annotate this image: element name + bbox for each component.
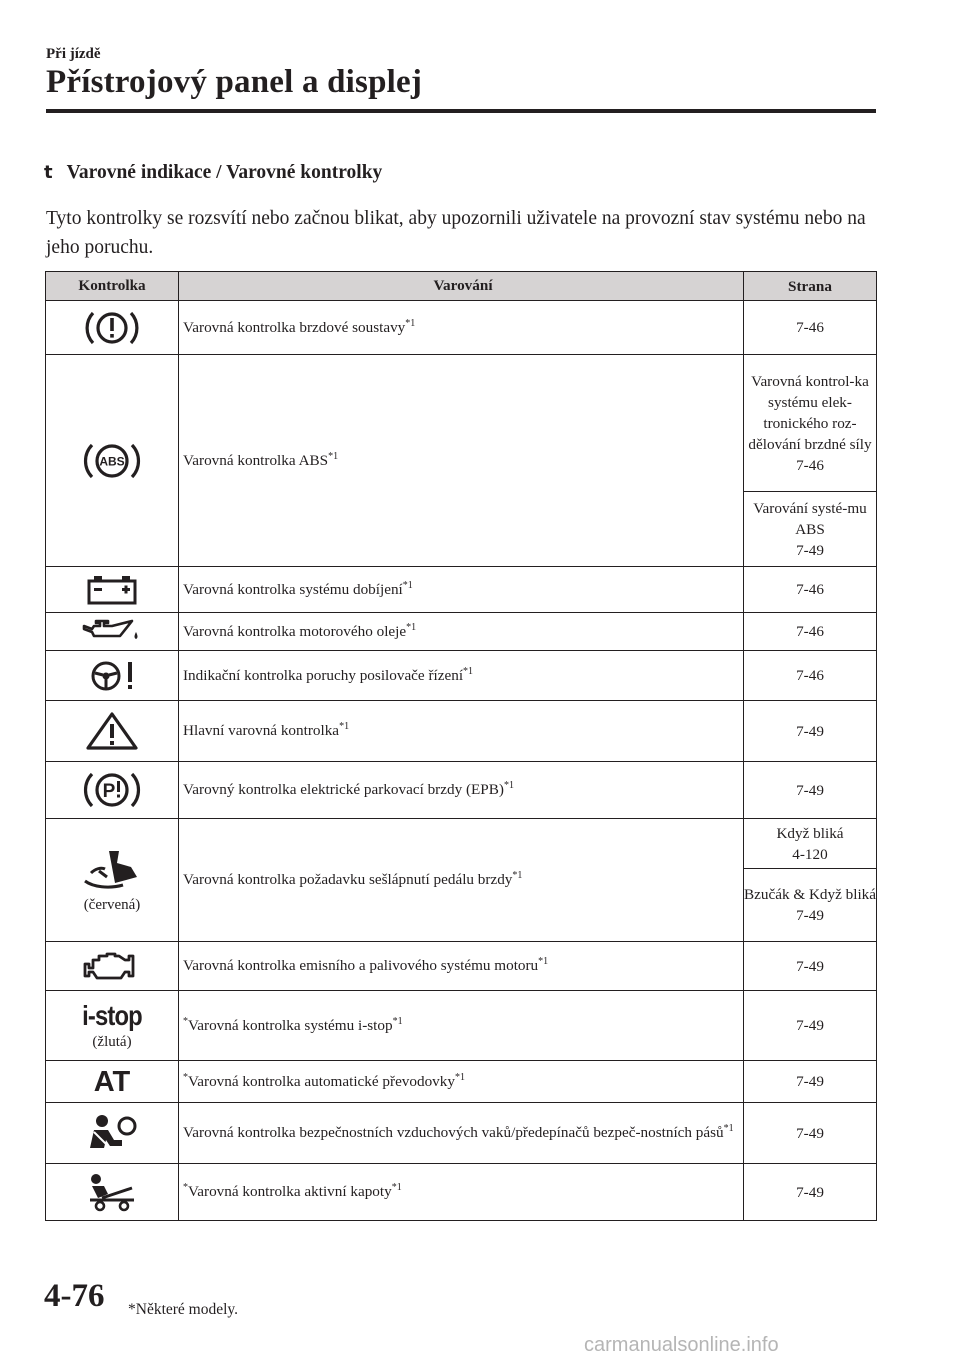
page-cell: 7-49 bbox=[744, 1061, 877, 1103]
column-header-desc: Varování bbox=[179, 272, 744, 301]
desc-cell: Varovná kontrolka ABS$^{*1}$ bbox=[179, 355, 744, 567]
desc-cell: Varovná kontrolka emisního a palivového systému motoru$^{*1}$ bbox=[179, 942, 744, 991]
active-bonnet-icon bbox=[84, 1172, 140, 1212]
icon-cell bbox=[46, 991, 179, 1061]
footnote: *Některé modely. bbox=[128, 1301, 239, 1318]
icon-cell bbox=[46, 762, 179, 819]
icon-cell bbox=[46, 819, 179, 942]
table-row bbox=[46, 762, 877, 819]
title-rule bbox=[46, 109, 876, 113]
icon-cell bbox=[46, 355, 179, 567]
page-cell: 7-49 bbox=[744, 991, 877, 1061]
icon-cell bbox=[46, 651, 179, 701]
page-cell: 7-46 bbox=[744, 301, 877, 355]
table-header-row bbox=[46, 272, 877, 301]
icon-cell bbox=[46, 701, 179, 762]
table-row bbox=[46, 613, 877, 651]
page-cell: 7-46 bbox=[744, 567, 877, 613]
i-stop-icon: i-stop bbox=[82, 1000, 142, 1031]
icon-cell bbox=[46, 613, 179, 651]
check-engine-icon bbox=[81, 950, 143, 982]
airbag-icon bbox=[84, 1112, 140, 1154]
page-cell: 7-49 bbox=[744, 1103, 877, 1164]
icon-cell bbox=[46, 942, 179, 991]
epb-warning-icon bbox=[81, 769, 143, 811]
desc-cell: *Varovná kontrolka systému i-stop$^{*1}$ bbox=[179, 991, 744, 1061]
section-label: Při jízdě bbox=[46, 46, 101, 62]
table-row bbox=[46, 701, 877, 762]
section-heading bbox=[44, 162, 382, 184]
table-row bbox=[46, 991, 877, 1061]
page-number: 4-76 bbox=[44, 1278, 105, 1314]
table-row bbox=[46, 819, 877, 869]
page-cell: 7-49 bbox=[744, 1164, 877, 1221]
icon-cell bbox=[46, 1103, 179, 1164]
table-row bbox=[46, 355, 877, 492]
icon-cell bbox=[46, 301, 179, 355]
column-header-icon: Kontrolka bbox=[46, 272, 179, 301]
brake-warning-icon bbox=[83, 308, 141, 348]
desc-cell: Varovná kontrolka bezpečnostních vzduchových vaků/předepínačů bezpeč-nostních pásů$^{*1}$ bbox=[179, 1103, 744, 1164]
table-row bbox=[46, 1061, 877, 1103]
watermark: carmanualsonline.info bbox=[584, 1334, 779, 1356]
battery-icon bbox=[84, 573, 140, 607]
desc-cell: Varovná kontrolka brzdové soustavy$^{*1}$ bbox=[179, 301, 744, 355]
abs-warning-icon bbox=[81, 440, 143, 482]
page-cell: 7-49 bbox=[744, 762, 877, 819]
page-cell: Varování systé-mu ABS 7-49 bbox=[744, 492, 877, 567]
page-cell: 7-46 bbox=[744, 651, 877, 701]
warning-table bbox=[45, 271, 877, 1221]
icon-note: (žlutá) bbox=[92, 1034, 132, 1050]
desc-cell: *Varovná kontrolka automatické převodovky$^{*1}$ bbox=[179, 1061, 744, 1103]
page-cell: 7-49 bbox=[744, 701, 877, 762]
page-cell: Varovná kontrol-ka systému elek-tronického roz-dělování brzdné síly 7-46 bbox=[744, 355, 877, 492]
column-header-page: Strana bbox=[744, 272, 877, 301]
table-row bbox=[46, 942, 877, 991]
desc-cell: Varovná kontrolka motorového oleje$^{*1}$ bbox=[179, 613, 744, 651]
power-steering-icon bbox=[84, 658, 140, 694]
page-cell: 7-46 bbox=[744, 613, 877, 651]
master-warning-icon bbox=[84, 710, 140, 752]
oil-can-icon bbox=[80, 618, 144, 646]
intro-paragraph: Tyto kontrolky se rozsvítí nebo začnou blikat, aby upozornili uživatele na provozní stav systému nebo na jeho poruchu. bbox=[46, 208, 866, 258]
page-title: Přístrojový panel a displej bbox=[46, 64, 423, 100]
icon-cell bbox=[46, 1061, 179, 1103]
table-row bbox=[46, 1164, 877, 1221]
desc-cell: Varovná kontrolka požadavku sešlápnutí pedálu brzdy$^{*1}$ bbox=[179, 819, 744, 942]
table-row bbox=[46, 651, 877, 701]
icon-note: (červená) bbox=[83, 896, 141, 913]
at-icon: AT bbox=[93, 1065, 131, 1098]
page-cell: 7-49 bbox=[744, 942, 877, 991]
svg-text:ABS: ABS bbox=[99, 454, 125, 468]
desc-cell: *Varovná kontrolka aktivní kapoty$^{*1}$ bbox=[179, 1164, 744, 1221]
table-row bbox=[46, 301, 877, 355]
icon-cell bbox=[46, 567, 179, 613]
page-cell: Bzučák & Když bliká 7-49 bbox=[744, 869, 877, 942]
desc-cell: Varovná kontrolka systému dobíjení$^{*1}$ bbox=[179, 567, 744, 613]
desc-cell: Varovný kontrolka elektrické parkovací brzdy (EPB)$^{*1}$ bbox=[179, 762, 744, 819]
table-row bbox=[46, 1103, 877, 1164]
heading-text: Varovné indikace / Varovné kontrolky bbox=[66, 162, 383, 183]
page-cell: Když bliká 4-120 bbox=[744, 819, 877, 869]
brake-pedal-icon bbox=[79, 847, 145, 895]
icon-cell bbox=[46, 1164, 179, 1221]
desc-cell: Hlavní varovná kontrolka$^{*1}$ bbox=[179, 701, 744, 762]
svg-text:P: P bbox=[102, 781, 116, 802]
table-row bbox=[46, 567, 877, 613]
heading-bullet: t bbox=[44, 162, 53, 183]
desc-cell: Indikační kontrolka poruchy posilovače řízení$^{*1}$ bbox=[179, 651, 744, 701]
